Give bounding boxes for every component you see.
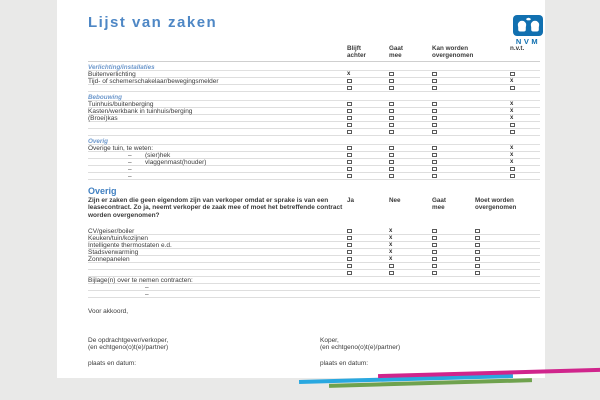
checkbox-box [389, 174, 394, 178]
checkbox[interactable] [475, 250, 480, 254]
checkbox[interactable] [475, 229, 480, 233]
checkbox[interactable] [432, 264, 437, 268]
table2-block [88, 186, 540, 277]
checkbox[interactable] [347, 257, 352, 261]
checkbox[interactable] [347, 123, 352, 127]
table-row [88, 291, 540, 298]
table-row [88, 263, 540, 270]
checkbox-box [432, 146, 437, 150]
checkbox[interactable] [432, 160, 437, 164]
checkbox[interactable] [347, 264, 352, 268]
checkbox-mark-x: x [510, 145, 514, 152]
checkbox[interactable] [510, 130, 515, 134]
checkbox-box [432, 243, 437, 247]
checkbox-box [347, 264, 352, 268]
table-row [88, 284, 540, 291]
checkbox[interactable] [432, 257, 437, 261]
column-header-nvt: n.v.t. [510, 45, 525, 52]
checkbox-box [389, 130, 394, 134]
row-dash: – [145, 290, 149, 298]
checkbox-box [347, 257, 352, 261]
row-label: Tijd- of schemerschakelaar/bewegingsmelder [88, 77, 219, 85]
checkbox-box [510, 72, 515, 76]
checkbox-box [347, 153, 352, 157]
checkbox-box [389, 116, 394, 120]
buyer-signature [320, 337, 400, 367]
table-row [88, 145, 540, 152]
row-dash: – [128, 165, 132, 173]
nvm-logo-text: NVM [515, 37, 541, 46]
checkbox-box [347, 130, 352, 134]
checkbox-box [347, 250, 352, 254]
checkbox-box [432, 250, 437, 254]
checkbox-box [389, 153, 394, 157]
checkbox-mark-x: x [510, 152, 514, 159]
checkbox-box [389, 72, 394, 76]
attachments-label-row [88, 277, 540, 284]
table2-body [88, 228, 540, 277]
checkbox-box [432, 79, 437, 83]
checkbox[interactable] [432, 229, 437, 233]
checkbox-box [432, 72, 437, 76]
row-label: (Broei)kas [88, 114, 118, 122]
checkbox[interactable] [432, 153, 437, 157]
row-label: Kasten/werkbank in tuinhuis/berging [88, 107, 193, 115]
checkbox-box [389, 146, 394, 150]
checkbox[interactable] [347, 160, 352, 164]
checkbox-box [432, 167, 437, 171]
checkbox-box [475, 243, 480, 247]
table-row [88, 228, 540, 235]
checkbox[interactable] [347, 167, 352, 171]
document-content [88, 0, 540, 382]
table-row [88, 101, 540, 108]
checkbox-box [389, 167, 394, 171]
checkbox-box [347, 116, 352, 120]
checkbox[interactable] [510, 167, 515, 171]
checkbox[interactable] [347, 146, 352, 150]
table-row [88, 129, 540, 136]
checkbox[interactable] [432, 109, 437, 113]
document-page [57, 0, 545, 378]
checkbox[interactable] [510, 174, 515, 178]
row-label: Tuinhuis/buitenberging [88, 100, 154, 108]
row-dash: – [145, 283, 149, 291]
checkbox-box [347, 167, 352, 171]
checkbox[interactable] [475, 243, 480, 247]
checkbox-box [432, 271, 437, 275]
checkbox[interactable] [432, 250, 437, 254]
checkbox[interactable] [347, 79, 352, 83]
checkbox-box [347, 271, 352, 275]
column-header-moet-worden-overgenomen: Moet worden overgenomen [475, 197, 517, 211]
checkbox[interactable] [475, 271, 480, 275]
checkbox-box [432, 102, 437, 106]
section-header: Verlichting/installaties [88, 64, 540, 71]
table1-column-headers [88, 44, 540, 62]
section-header: Overig [88, 138, 540, 145]
table-row [88, 71, 540, 78]
checkbox[interactable] [389, 153, 394, 157]
checkbox[interactable] [389, 167, 394, 171]
checkbox-mark-x: x [389, 256, 393, 263]
table-row [88, 122, 540, 129]
checkbox[interactable] [475, 257, 480, 261]
checkbox[interactable] [510, 72, 515, 76]
checkbox-box [475, 250, 480, 254]
table-row [88, 108, 540, 115]
checkbox-box [432, 130, 437, 134]
checkbox[interactable] [347, 271, 352, 275]
checkbox-box [389, 160, 394, 164]
checkbox[interactable] [347, 102, 352, 106]
table-row [88, 270, 540, 277]
table-row [88, 235, 540, 242]
row-label: Buitenverlichting [88, 70, 136, 78]
checkbox-box [389, 86, 394, 90]
row-label: Zonnepanelen [88, 255, 130, 263]
checkbox-box [475, 257, 480, 261]
column-header-gaat-mee: Gaat mee [389, 45, 403, 59]
checkbox-mark-x: x [510, 159, 514, 166]
table-row [88, 159, 540, 166]
checkbox[interactable] [389, 160, 394, 164]
table2-column-headers [88, 196, 540, 228]
checkbox-mark-x: x [510, 78, 514, 85]
checkbox-box [389, 79, 394, 83]
checkbox-box [389, 102, 394, 106]
checkbox[interactable] [389, 79, 394, 83]
checkbox-box [347, 102, 352, 106]
row-label: Stadsverwarming [88, 248, 139, 256]
checkbox[interactable] [347, 236, 352, 240]
checkbox-box [432, 123, 437, 127]
checkbox[interactable] [432, 102, 437, 106]
column-header-ja: Ja [347, 197, 355, 204]
checkbox-box [432, 160, 437, 164]
lease-question: Zijn er zaken die geen eigendom zijn van verkoper omdat er sprake is van een leasecontract. Zo ja, neemt verkoper de zaak mee of moet het betreffende contract worden overgenomen? [88, 197, 343, 219]
table-row [88, 249, 540, 256]
table-row [88, 115, 540, 122]
checkbox[interactable] [389, 123, 394, 127]
row-label: vlaggenmast(houder) [145, 158, 207, 166]
checkbox[interactable] [432, 243, 437, 247]
checkbox[interactable] [432, 167, 437, 171]
checkbox[interactable] [432, 79, 437, 83]
checkbox-box [389, 109, 394, 113]
checkbox-box [389, 123, 394, 127]
buyer-line2: (en echtgeno(o)t(e)/partner) [320, 344, 401, 351]
row-label: Intelligente thermostaten e.d. [88, 241, 172, 249]
table-row [88, 256, 540, 263]
buyer-line1: Koper, [320, 337, 339, 344]
checkbox-box [475, 229, 480, 233]
approval-line: Voor akkoord, [88, 308, 129, 315]
checkbox-box [347, 174, 352, 178]
checkbox-box [475, 236, 480, 240]
table-row [88, 242, 540, 249]
table-row [88, 78, 540, 85]
checkbox[interactable] [389, 109, 394, 113]
checkbox-box [389, 271, 394, 275]
table-row [88, 85, 540, 92]
checkbox-box [510, 167, 515, 171]
checkbox[interactable] [432, 123, 437, 127]
seller-line1: De opdrachtgever/verkoper, [88, 337, 169, 344]
column-header-kan-worden-overgenomen: Kan worden overgenomen [432, 45, 474, 59]
checkbox[interactable] [347, 243, 352, 247]
table-row [88, 166, 540, 173]
checkbox-mark-x: x [510, 108, 514, 115]
row-label: CV/geiser/boiler [88, 227, 135, 235]
checkbox[interactable] [347, 116, 352, 120]
column-header-nee: Nee [389, 197, 401, 204]
section-header: Bebouwing [88, 94, 540, 101]
table1-body [88, 64, 540, 180]
checkbox[interactable] [389, 264, 394, 268]
row-label: (sier)hek [145, 151, 171, 159]
checkbox[interactable] [432, 271, 437, 275]
checkbox-mark-x: x [389, 242, 393, 249]
checkbox[interactable] [475, 264, 480, 268]
checkbox[interactable] [389, 130, 394, 134]
checkbox-box [347, 243, 352, 247]
checkbox[interactable] [432, 174, 437, 178]
checkbox-mark-x: x [389, 249, 393, 256]
checkbox[interactable] [432, 116, 437, 120]
checkbox-mark-x: x [510, 101, 514, 108]
checkbox[interactable] [389, 174, 394, 178]
row-label: Keuken/tuin/kozijnen [88, 234, 148, 242]
checkbox[interactable] [432, 236, 437, 240]
checkbox-mark-x: x [389, 228, 393, 235]
checkbox[interactable] [389, 102, 394, 106]
checkbox-box [432, 86, 437, 90]
checkbox[interactable] [510, 123, 515, 127]
checkbox-mark-x: x [389, 235, 393, 242]
checkbox-box [347, 236, 352, 240]
checkbox-box [432, 116, 437, 120]
checkbox-mark-x: x [347, 71, 351, 78]
checkbox-box [347, 229, 352, 233]
checkbox[interactable] [389, 116, 394, 120]
checkbox-box [347, 160, 352, 164]
page-title: Lijst van zaken [88, 14, 218, 31]
checkbox[interactable] [432, 146, 437, 150]
table-row [88, 152, 540, 159]
checkbox[interactable] [347, 153, 352, 157]
checkbox-box [475, 264, 480, 268]
checkbox-box [432, 257, 437, 261]
checkbox[interactable] [510, 86, 515, 90]
checkbox-box [432, 229, 437, 233]
attachments-label: Bijlage(n) over te nemen contracten: [88, 276, 193, 284]
table-row [88, 173, 540, 180]
seller-signature [88, 337, 168, 367]
checkbox-box [475, 271, 480, 275]
checkbox[interactable] [432, 72, 437, 76]
checkbox-box [432, 174, 437, 178]
checkbox-box [347, 79, 352, 83]
checkbox-box [510, 174, 515, 178]
checkbox-box [432, 236, 437, 240]
checkbox[interactable] [347, 130, 352, 134]
section-title-overig: Overig [88, 186, 117, 196]
checkbox-box [347, 86, 352, 90]
checkbox-box [347, 109, 352, 113]
attachments-body [88, 284, 540, 298]
checkbox-box [389, 264, 394, 268]
checkbox[interactable] [347, 250, 352, 254]
checkbox[interactable] [347, 86, 352, 90]
checkbox-mark-x: x [510, 115, 514, 122]
checkbox[interactable] [389, 72, 394, 76]
row-dash: – [128, 151, 132, 159]
column-header-gaat-mee-2: Gaat mee [432, 197, 446, 211]
row-dash: – [128, 172, 132, 180]
checkbox[interactable] [475, 236, 480, 240]
checkbox-box [432, 153, 437, 157]
checkbox-box [347, 146, 352, 150]
checkbox[interactable] [389, 146, 394, 150]
checkbox-box [510, 130, 515, 134]
checkbox[interactable] [432, 86, 437, 90]
row-label: Overige tuin, te weten: [88, 144, 154, 152]
checkbox-box [510, 86, 515, 90]
checkbox[interactable] [347, 109, 352, 113]
checkbox[interactable] [347, 229, 352, 233]
checkbox-box [432, 264, 437, 268]
seller-place-date: plaats en datum: [88, 360, 137, 367]
checkbox[interactable] [389, 271, 394, 275]
buyer-place-date: plaats en datum: [320, 360, 369, 367]
checkbox[interactable] [389, 86, 394, 90]
checkbox-box [510, 123, 515, 127]
checkbox[interactable] [347, 174, 352, 178]
checkbox-box [347, 123, 352, 127]
checkbox-box [432, 109, 437, 113]
checkbox[interactable] [432, 130, 437, 134]
row-dash: – [128, 158, 132, 166]
seller-line2: (en echtgeno(o)t(e)/partner) [88, 344, 169, 351]
column-header-blijft-achter: Blijft achter [347, 45, 366, 59]
